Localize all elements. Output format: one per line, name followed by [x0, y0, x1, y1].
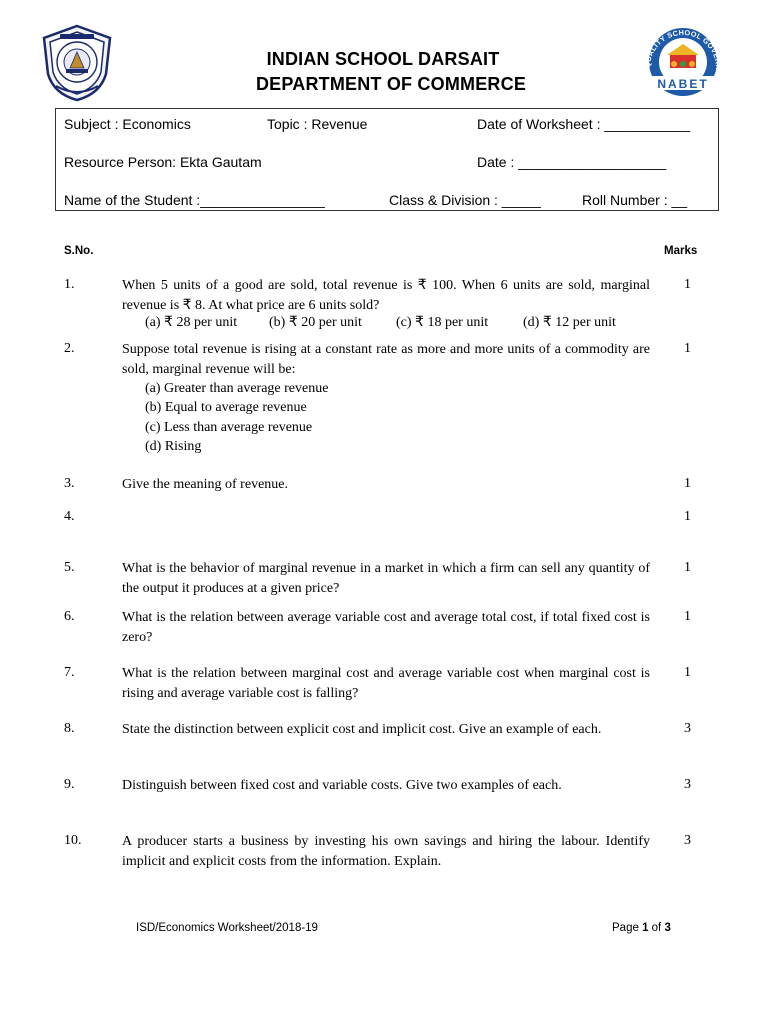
question-marks: 3 — [684, 777, 691, 792]
question-marks: 3 — [684, 721, 691, 736]
topic-label: Topic : Revenue — [267, 116, 368, 132]
question-number: 2. — [64, 341, 75, 356]
question-number: 4. — [64, 509, 75, 524]
department-title: DEPARTMENT OF COMMERCE — [255, 74, 527, 94]
question-number: 3. — [64, 476, 75, 491]
question-text: Suppose total revenue is rising at a constant rate as more and more units of a commodity are sold, marginal revenue will be: — [122, 342, 650, 377]
question-marks: 1 — [684, 509, 691, 524]
nabet-arc-text: QUALITY SCHOOL GOVERN — [642, 27, 724, 71]
question-number: 1. — [64, 277, 75, 292]
marks-header: Marks — [664, 245, 698, 257]
question-number: 5. — [64, 560, 75, 575]
question-number: 7. — [64, 665, 75, 680]
options-list — [145, 379, 328, 456]
question-marks: 1 — [684, 665, 691, 680]
page-total: 3 — [664, 922, 671, 934]
date-label: Date : ___________________ — [477, 154, 667, 170]
option-b: (b) ₹ 20 per unit — [269, 315, 362, 330]
student-name-field: Name of the Student :________________ — [64, 192, 325, 208]
question-marks: 1 — [684, 476, 691, 491]
nabet-brand-text: NABET — [657, 77, 709, 91]
option-c: (c) Less than average revenue — [145, 419, 313, 435]
options-row — [145, 314, 665, 331]
question-text: What is the behavior of marginal revenue in a market in which a firm can sell any quantity of the output it produces at a given price? — [122, 561, 650, 596]
question-text: What is the relation between marginal cost and average variable cost when marginal cost is rising and average variable cost is falling? — [122, 666, 650, 701]
worksheet-info-box — [55, 108, 719, 211]
roll-number-field: Roll Number : __ — [582, 192, 688, 208]
footer-document-id: ISD/Economics Worksheet/2018-19 — [136, 922, 318, 934]
question-text: Distinguish between fixed cost and variable costs. Give two examples of each. — [122, 778, 562, 793]
page-current: 1 — [642, 922, 649, 934]
option-a: (a) Greater than average revenue — [145, 381, 329, 396]
footer-page-number — [612, 922, 671, 934]
option-b: (b) Equal to average revenue — [145, 400, 307, 416]
subject-label: Subject : Economics — [64, 116, 191, 132]
date-of-worksheet-label: Date of Worksheet : ___________ — [477, 116, 691, 132]
question-text: When 5 units of a good are sold, total revenue is ₹ 100. When 6 units are sold, marginal revenue is ₹ 8. At what price are 6 units sold? — [122, 278, 650, 313]
option-d: (d) Rising — [145, 438, 202, 454]
question-marks: 1 — [684, 560, 691, 575]
question-number: 6. — [64, 609, 75, 624]
sno-header: S.No. — [64, 245, 94, 257]
question-marks: 1 — [684, 341, 691, 356]
question-marks: 1 — [684, 277, 691, 292]
option-a: (a) ₹ 28 per unit — [145, 315, 238, 330]
question-number: 8. — [64, 721, 75, 736]
question-number: 9. — [64, 777, 75, 792]
question-text: A producer starts a business by investing his own savings and hiring the labour. Identify implicit and explicit costs from the information. Explain. — [122, 834, 650, 869]
question-text: Give the meaning of revenue. — [122, 477, 288, 492]
question-text: What is the relation between average variable cost and average total cost, if total fixed cost is zero? — [122, 610, 650, 645]
page-label: Page — [612, 922, 643, 934]
option-d: (d) ₹ 12 per unit — [523, 315, 616, 330]
option-c: (c) ₹ 18 per unit — [396, 315, 489, 330]
class-division-field: Class & Division : _____ — [389, 192, 541, 208]
resource-person-label: Resource Person: Ekta Gautam — [64, 154, 262, 170]
question-marks: 1 — [684, 609, 691, 624]
school-title: INDIAN SCHOOL DARSAIT — [266, 49, 500, 69]
question-number: 10. — [64, 833, 82, 848]
page-of: of — [648, 922, 665, 934]
question-text: State the distinction between explicit cost and implicit cost. Give an example of each. — [122, 722, 602, 737]
question-marks: 3 — [684, 833, 691, 848]
